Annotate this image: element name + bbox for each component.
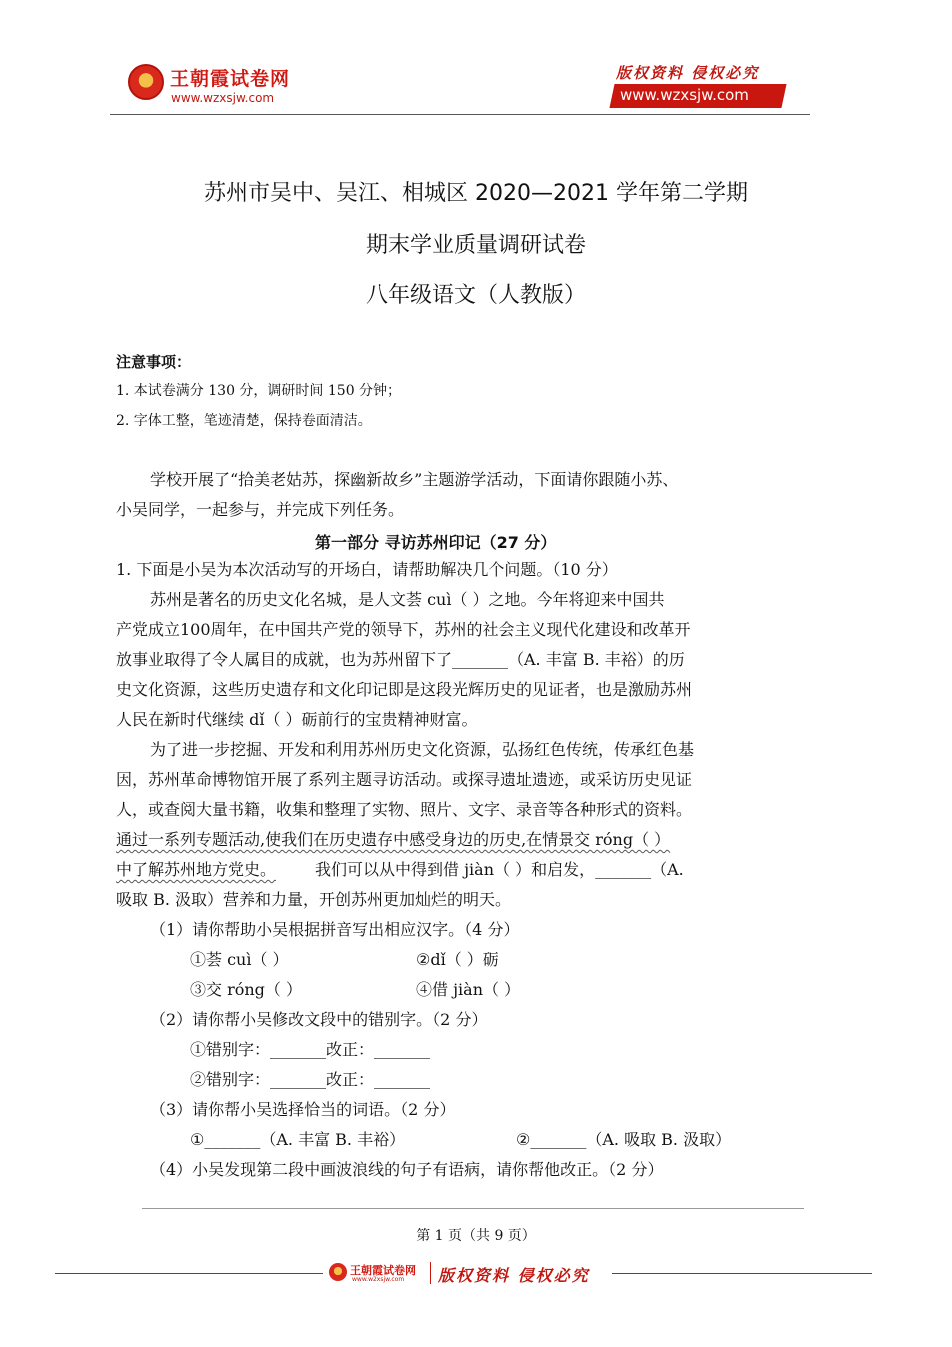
pinyin-item-a: ①荟 cuì（ ） bbox=[190, 950, 289, 969]
site-logo-url: www.wzxsjw.com bbox=[171, 91, 275, 105]
question-1-stem: 1. 下面是小吴为本次活动写的开场白，请帮助解决几个问题。（10 分） bbox=[116, 560, 618, 579]
subquestion-3-stem: （3）请你帮小吴选择恰当的词语。（2 分） bbox=[150, 1100, 456, 1119]
passage-line: 为了进一步挖掘、开发和利用苏州历史文化资源，弘扬红色传统，传承红色基 bbox=[150, 740, 695, 759]
word-choice-b: ②_______（A. 吸取 B. 汲取） bbox=[516, 1130, 732, 1149]
subquestion-4-stem: （4）小吴发现第二段中画波浪线的句子有语病，请你帮他改正。（2 分） bbox=[150, 1160, 664, 1179]
footer-rule-right bbox=[612, 1273, 872, 1274]
footer-slogan: 版权资料 侵权必究 bbox=[438, 1266, 590, 1285]
passage-line: 我们可以从中得到借 jiàn（ ）和启发，_______（A. bbox=[315, 860, 684, 879]
typo-item-b: ②错别字：_______改正：_______ bbox=[190, 1070, 431, 1089]
copyright-slogan: 版权资料 侵权必究 bbox=[616, 64, 760, 82]
section-1-title: 第一部分 寻访苏州印记（27 分） bbox=[315, 533, 557, 552]
pinyin-item-d: ④借 jiàn（ ） bbox=[416, 980, 521, 999]
site-logo-badge bbox=[128, 64, 164, 100]
intro-line-2: 小吴同学，一起参与，并完成下列任务。 bbox=[116, 500, 405, 519]
note-item-2: 2. 字体工整，笔迹清楚，保持卷面清洁。 bbox=[116, 413, 372, 429]
exam-title-line3: 八年级语文（人教版） bbox=[365, 283, 586, 308]
pinyin-item-c: ③交 róng（ ） bbox=[190, 980, 303, 999]
passage-line: 吸取 B. 汲取）营养和力量，开创苏州更加灿烂的明天。 bbox=[116, 890, 512, 909]
footer-logo-url: www.w2xsjw.com bbox=[352, 1276, 405, 1283]
site-logo-title: 王朝霞试卷网 bbox=[170, 68, 291, 90]
footer-separator bbox=[430, 1262, 431, 1284]
header-divider bbox=[110, 114, 810, 115]
pinyin-item-b: ②dǐ（ ）砺 bbox=[416, 950, 499, 969]
passage-line: 苏州是著名的历史文化名城，是人文荟 cuì（ ）之地。今年将迎来中国共 bbox=[150, 590, 665, 609]
passage-wavy-line-2: 中了解苏州地方党史。 bbox=[116, 860, 277, 879]
footer-divider bbox=[142, 1208, 804, 1209]
page-number: 第 1 页（共 9 页） bbox=[416, 1228, 536, 1244]
passage-line: 人民在新时代继续 dǐ（ ）砺前行的宝贵精神财富。 bbox=[116, 710, 478, 729]
passage-line: 放事业取得了令人属目的成就，也为苏州留下了_______（A. 丰富 B. 丰裕）的历 bbox=[116, 650, 685, 669]
note-item-1: 1. 本试卷满分 130 分，调研时间 150 分钟； bbox=[116, 383, 402, 399]
footer-rule-left bbox=[55, 1273, 323, 1274]
typo-item-a: ①错别字：_______改正：_______ bbox=[190, 1040, 431, 1059]
passage-line: 因，苏州革命博物馆开展了系列主题寻访活动。或探寻遗址遗迹，或采访历史见证 bbox=[116, 770, 693, 789]
footer-logo-badge bbox=[329, 1263, 347, 1281]
intro-line-1: 学校开展了“拾美老姑苏，探幽新故乡”主题游学活动，下面请你跟随小苏、 bbox=[150, 470, 679, 489]
notes-heading: 注意事项： bbox=[116, 353, 192, 371]
word-choice-a: ①_______（A. 丰富 B. 丰裕） bbox=[190, 1130, 406, 1149]
url-banner-text: www.wzxsjw.com bbox=[620, 86, 749, 104]
subquestion-1-stem: （1）请你帮助小吴根据拼音写出相应汉字。（4 分） bbox=[150, 920, 520, 939]
exam-title-line1: 苏州市吴中、吴江、相城区 2020—2021 学年第二学期 bbox=[204, 181, 748, 206]
passage-line: 史文化资源，这些历史遗存和文化印记即是这段光辉历史的见证者，也是激励苏州 bbox=[116, 680, 693, 699]
exam-title-line2: 期末学业质量调研试卷 bbox=[365, 233, 586, 258]
subquestion-2-stem: （2）请你帮小吴修改文段中的错别字。（2 分） bbox=[150, 1010, 488, 1029]
passage-wavy-line-1: 通过一系列专题活动,使我们在历史遗存中感受身边的历史,在情景交 róng（ ） bbox=[116, 830, 671, 849]
footer-logo-title: 王朝霞试卷网 bbox=[350, 1264, 416, 1277]
passage-line: 产党成立100周年，在中国共产党的领导下，苏州的社会主义现代化建设和改革开 bbox=[116, 620, 691, 639]
passage-line: 人，或查阅大量书籍，收集和整理了实物、照片、文字、录音等各种形式的资料。 bbox=[116, 800, 693, 819]
